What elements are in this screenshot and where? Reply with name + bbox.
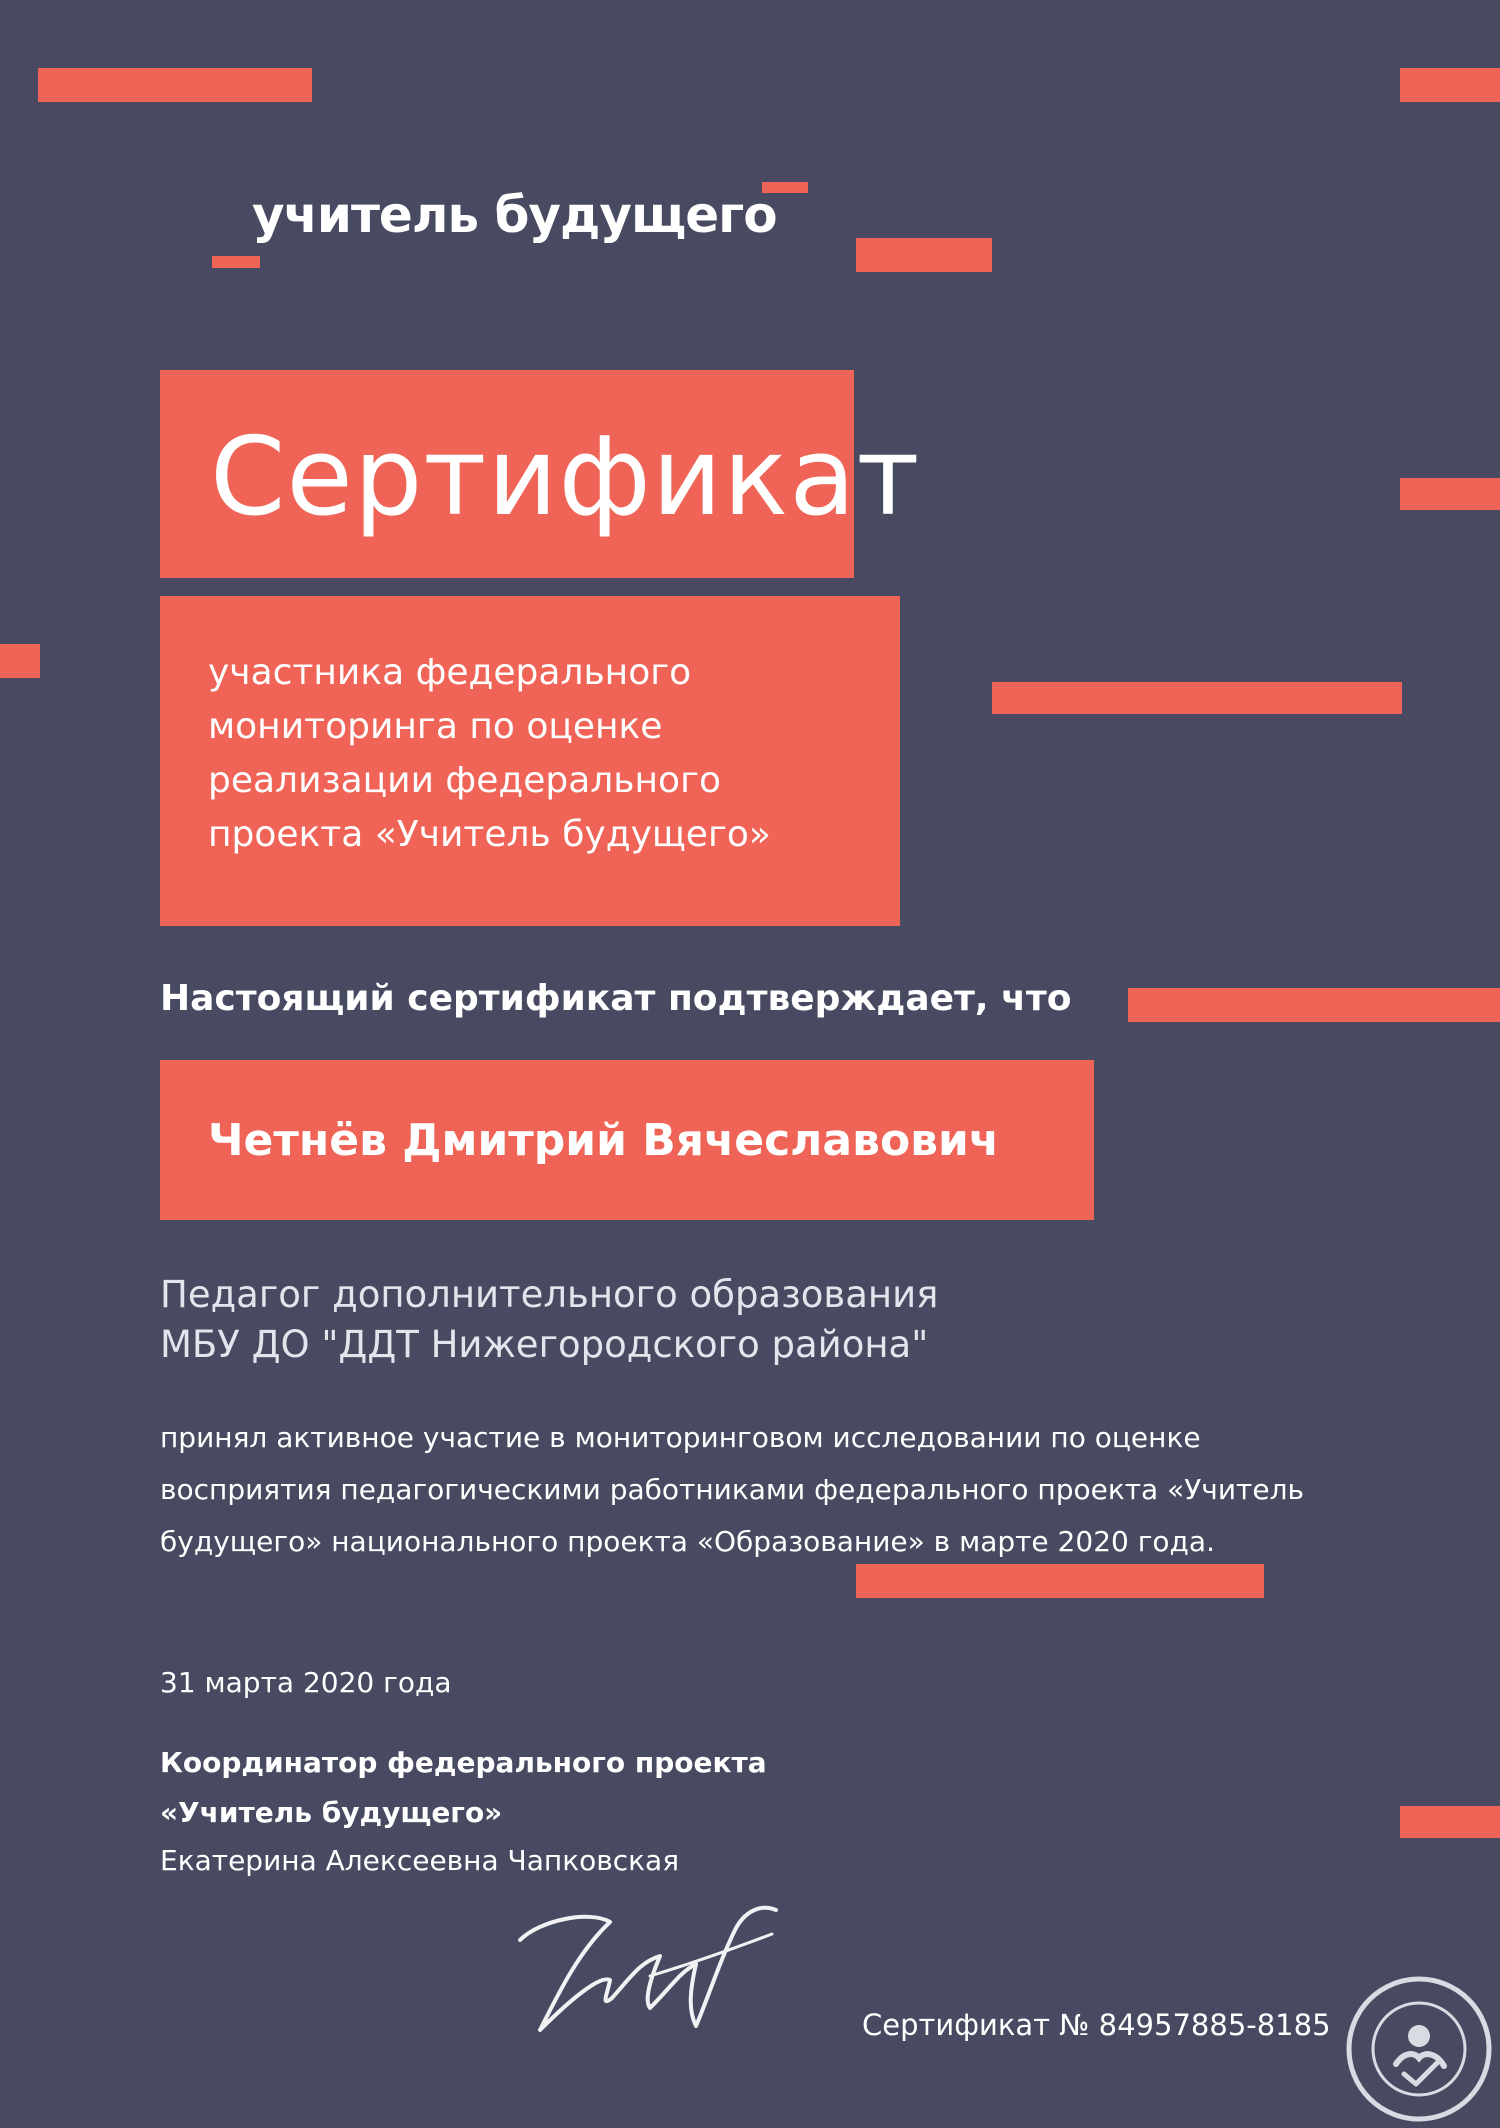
subtitle-line: мониторинга по оценке — [208, 706, 663, 747]
coordinator-title — [160, 1738, 767, 1838]
logo-text: учитель будущего — [252, 186, 777, 244]
certificate-number: Сертификат № 84957885-8185 — [862, 2008, 1331, 2042]
body-line: будущего» национального проекта «Образование» в марте 2020 года. — [160, 1525, 1215, 1558]
certificate-body — [160, 1412, 1304, 1568]
decor-bar — [856, 1564, 1264, 1598]
subtitle-line: проекта «Учитель будущего» — [208, 814, 771, 855]
subtitle-box — [160, 596, 900, 926]
issue-date: 31 марта 2020 года — [160, 1666, 452, 1699]
name-box — [160, 1060, 1094, 1220]
certificate-subtitle — [208, 646, 771, 862]
decor-bar — [856, 238, 992, 272]
certificate-title: Сертификат — [210, 415, 921, 540]
coordinator-line: Координатор федерального проекта — [160, 1746, 767, 1779]
confirm-text: Настоящий сертификат подтверждает, что — [160, 978, 1072, 1019]
body-line: принял активное участие в мониторинговом исследовании по оценке — [160, 1421, 1201, 1454]
checked-document-stamp-icon — [1344, 1974, 1494, 2128]
subtitle-line: участника федерального — [208, 652, 692, 693]
decor-bar — [1400, 478, 1500, 510]
position-line: МБУ ДО "ДДТ Нижегородского района" — [160, 1323, 929, 1366]
decor-bar — [1400, 1806, 1500, 1838]
title-box — [160, 370, 921, 578]
subtitle-line: реализации федерального — [208, 760, 722, 801]
coordinator-name: Екатерина Алексеевна Чапковская — [160, 1844, 680, 1877]
decor-bar — [1400, 68, 1500, 102]
body-line: восприятия педагогическими работниками федерального проекта «Учитель — [160, 1473, 1304, 1506]
decor-bar — [38, 68, 312, 102]
decor-bar — [992, 682, 1402, 714]
recipient-name: Четнёв Дмитрий Вячеславович — [208, 1115, 1000, 1166]
decor-bar — [0, 644, 40, 678]
signature-icon — [500, 1880, 790, 2044]
position-line: Педагог дополнительного образования — [160, 1273, 939, 1316]
decor-bar — [1128, 988, 1500, 1022]
decor-bar — [212, 256, 260, 268]
recipient-position — [160, 1270, 938, 1370]
coordinator-line: «Учитель будущего» — [160, 1796, 503, 1829]
